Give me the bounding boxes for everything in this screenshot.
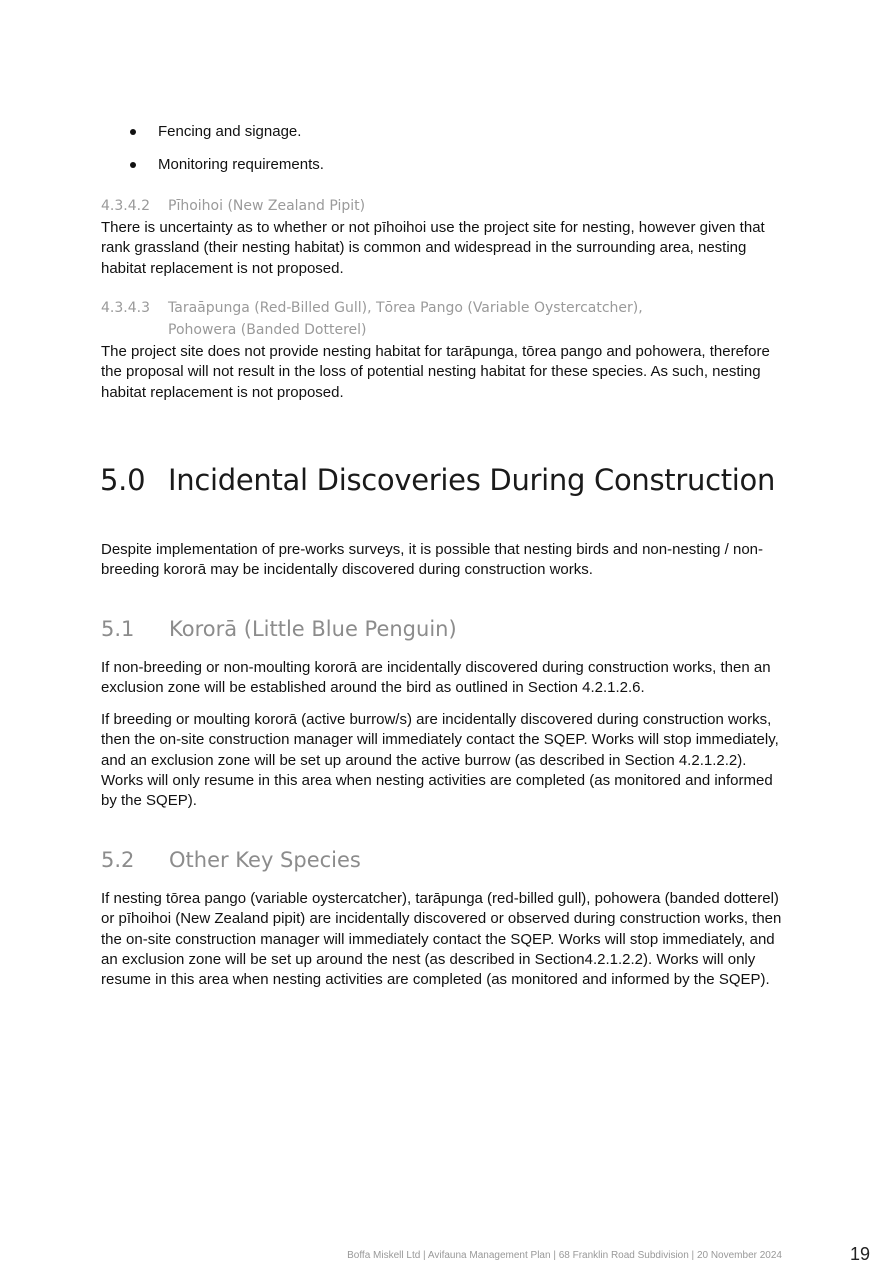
paragraph-4343: The project site does not provide nesting habitat for tarāpunga, tōrea pango and pohowera, therefore the proposal will not result in the loss of potential nesting habitat for these species. As such, nesting habitat replacement is not proposed. — [101, 343, 770, 401]
bullet-text: Fencing and signage. — [158, 123, 302, 140]
paragraph-5-1-b: If breeding or moulting kororā (active burrow/s) are incidentally discovered during construction works, then the on-site construction manager will immediately contact the SQEP. Works will stop immediately, and an exclusion zone will be set up around the active burrow (as described in Section 4.2.1.2.2). Works will only resume in this area when nesting activities are completed (as monitored and informed by the SQEP). — [101, 711, 779, 810]
heading-5-2 — [101, 845, 361, 875]
bullet-icon — [130, 162, 136, 168]
list-item — [128, 122, 324, 142]
heading-5-1 — [101, 614, 457, 644]
paragraph-4342: There is uncertainty as to whether or not pīhoihoi use the project site for nesting, however given that rank grassland (their nesting habitat) is common and widespread in the surrounding area, nesting habitat replacement is not proposed. — [101, 219, 765, 277]
bullet-list — [128, 122, 324, 188]
heading-title: Pīhoihoi (New Zealand Pipit) — [168, 198, 366, 214]
heading-5-0 — [100, 458, 775, 502]
bullet-icon — [130, 129, 136, 135]
heading-number: 5.0 — [100, 463, 146, 497]
paragraph-5-0: Despite implementation of pre-works surveys, it is possible that nesting birds and non-nesting / non-breeding kororā may be incidentally discovered during construction works. — [101, 541, 763, 579]
heading-number: 4.3.4.2 — [101, 198, 150, 214]
heading-title: Kororā (Little Blue Penguin) — [169, 617, 457, 641]
page-number: 19 — [850, 1244, 871, 1264]
paragraph-5-2: If nesting tōrea pango (variable oystercatcher), tarāpunga (red-billed gull), pohowera (banded dotterel) or pīhoihoi (New Zealand pipit) are incidentally discovered or observed during construction works, then the on-site construction manager will immediately contact the SQEP. Works will stop immediately, and an exclusion zone will be set up around the nest (as described in Section4.2.1.2.2). Works will only resume in this area when nesting activities are completed (as monitored and informed by the SQEP). — [101, 890, 782, 989]
heading-title: Incidental Discoveries During Construction — [168, 463, 776, 497]
heading-title: Other Key Species — [169, 848, 361, 872]
paragraph-5-1-a: If non-breeding or non-moulting kororā are incidentally discovered during construction works, then an exclusion zone will be established around the bird as outlined in Section 4.2.1.2.6. — [101, 659, 771, 697]
heading-4343 — [101, 297, 643, 341]
heading-title-line2: Pohowera (Banded Dotterel) — [168, 322, 367, 338]
heading-number: 4.3.4.3 — [101, 300, 150, 316]
heading-4342 — [101, 195, 365, 217]
list-item — [128, 155, 324, 175]
bullet-text: Monitoring requirements. — [158, 156, 324, 173]
heading-title-line1: Taraāpunga (Red-Billed Gull), Tōrea Pango (Variable Oystercatcher), — [168, 300, 643, 316]
footer-text: Boffa Miskell Ltd | Avifauna Management Plan | 68 Franklin Road Subdivision | 20 November 2024 — [347, 1250, 782, 1261]
heading-number: 5.1 — [101, 617, 135, 641]
heading-number: 5.2 — [101, 848, 135, 872]
